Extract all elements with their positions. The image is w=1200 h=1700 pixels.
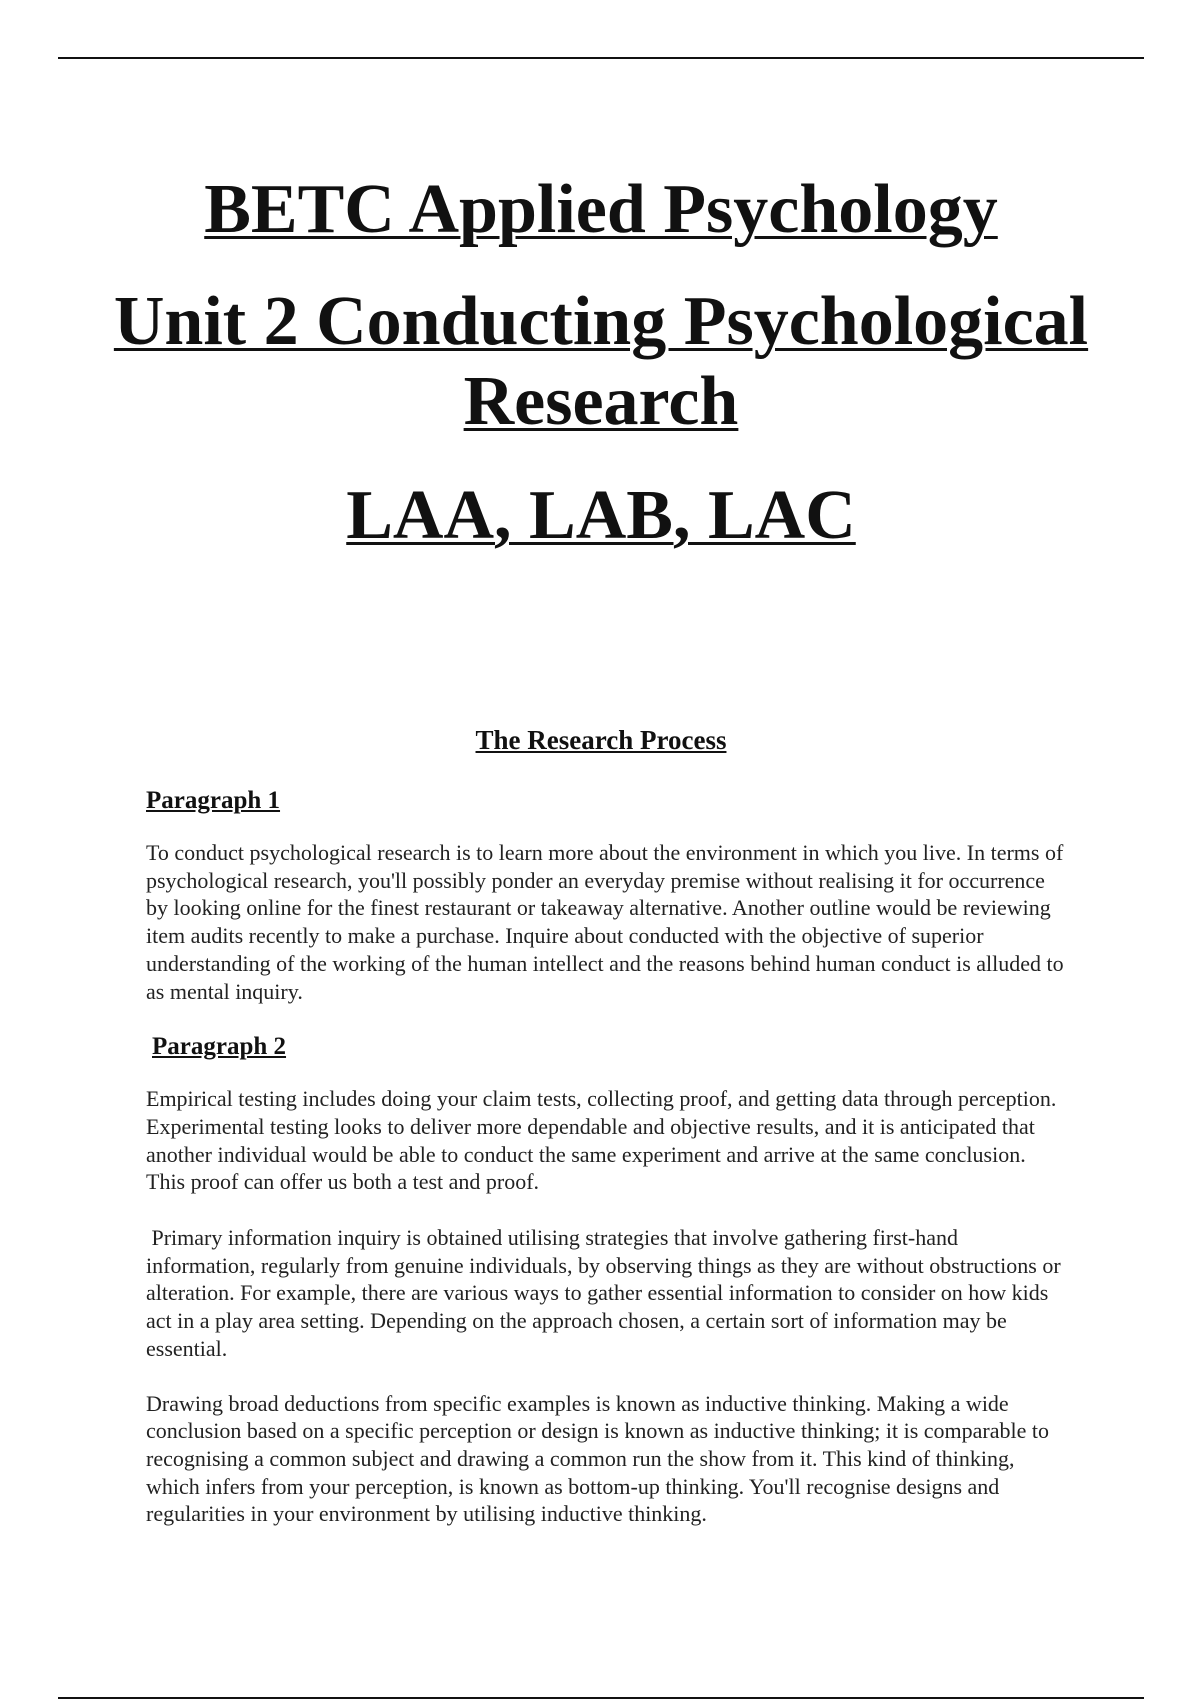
document-codes: LAA, LAB, LAC [346, 477, 856, 554]
document-title: BETC Applied Psychology [204, 171, 998, 248]
paragraph-2-text-1: Empirical testing includes doing your claim tests, collecting proof, and getting data through perception. Experimental testing looks to deliver more dependable and objective results, and it is anticipated that another individual would be able to conduct the same experiment and arrive at the same conclusion. This proof can offer us both a test and proof. [146, 1086, 1057, 1195]
paragraph-2-text-3: Drawing broad deductions from specific examples is known as inductive thinking. Making a wide conclusion based on a specific perception or design is known as inductive thinking; it is comparable to recognising a common subject and drawing a common run the show from it. This kind of thinking, which infers from your perception, is known as bottom-up thinking. You'll recognise designs and regularities in your environment by utilising inductive thinking. [146, 1390, 1050, 1527]
bottom-rule [58, 1697, 1144, 1699]
document-body [146, 785, 1066, 1528]
paragraph-1-heading: Paragraph 1 [146, 787, 281, 814]
paragraph-1-text: To conduct psychological research is to learn more about the environment in which you live. In terms of psychological research, you'll possibly ponder an everyday premise without realising it for occurrence by looking online for the finest restaurant or takeaway alternative. Another outline would be reviewing item audits recently to make a purchase. Inquire about conducted with the objective of superior understanding of the working of the human intellect and the reasons behind human conduct is alluded to as mental inquiry. [146, 840, 1064, 1004]
paragraph-2-heading: Paragraph 2 [152, 1033, 287, 1061]
paragraph-2-text-2: Primary information inquiry is obtained utilising strategies that involve gathering first-hand information, regularly from genuine individuals, by observing things as they are without obstructions or alteration. For example, there are various ways to gather essential information to consider on how kids act in a play area setting. Depending on the approach chosen, a certain sort of information may be essential. [146, 1225, 1067, 1361]
document-title-block [58, 170, 1144, 556]
section-heading: The Research Process [475, 725, 727, 755]
document-subtitle: Unit 2 Conducting Psychological Research [113, 283, 1089, 440]
top-rule [58, 57, 1144, 59]
